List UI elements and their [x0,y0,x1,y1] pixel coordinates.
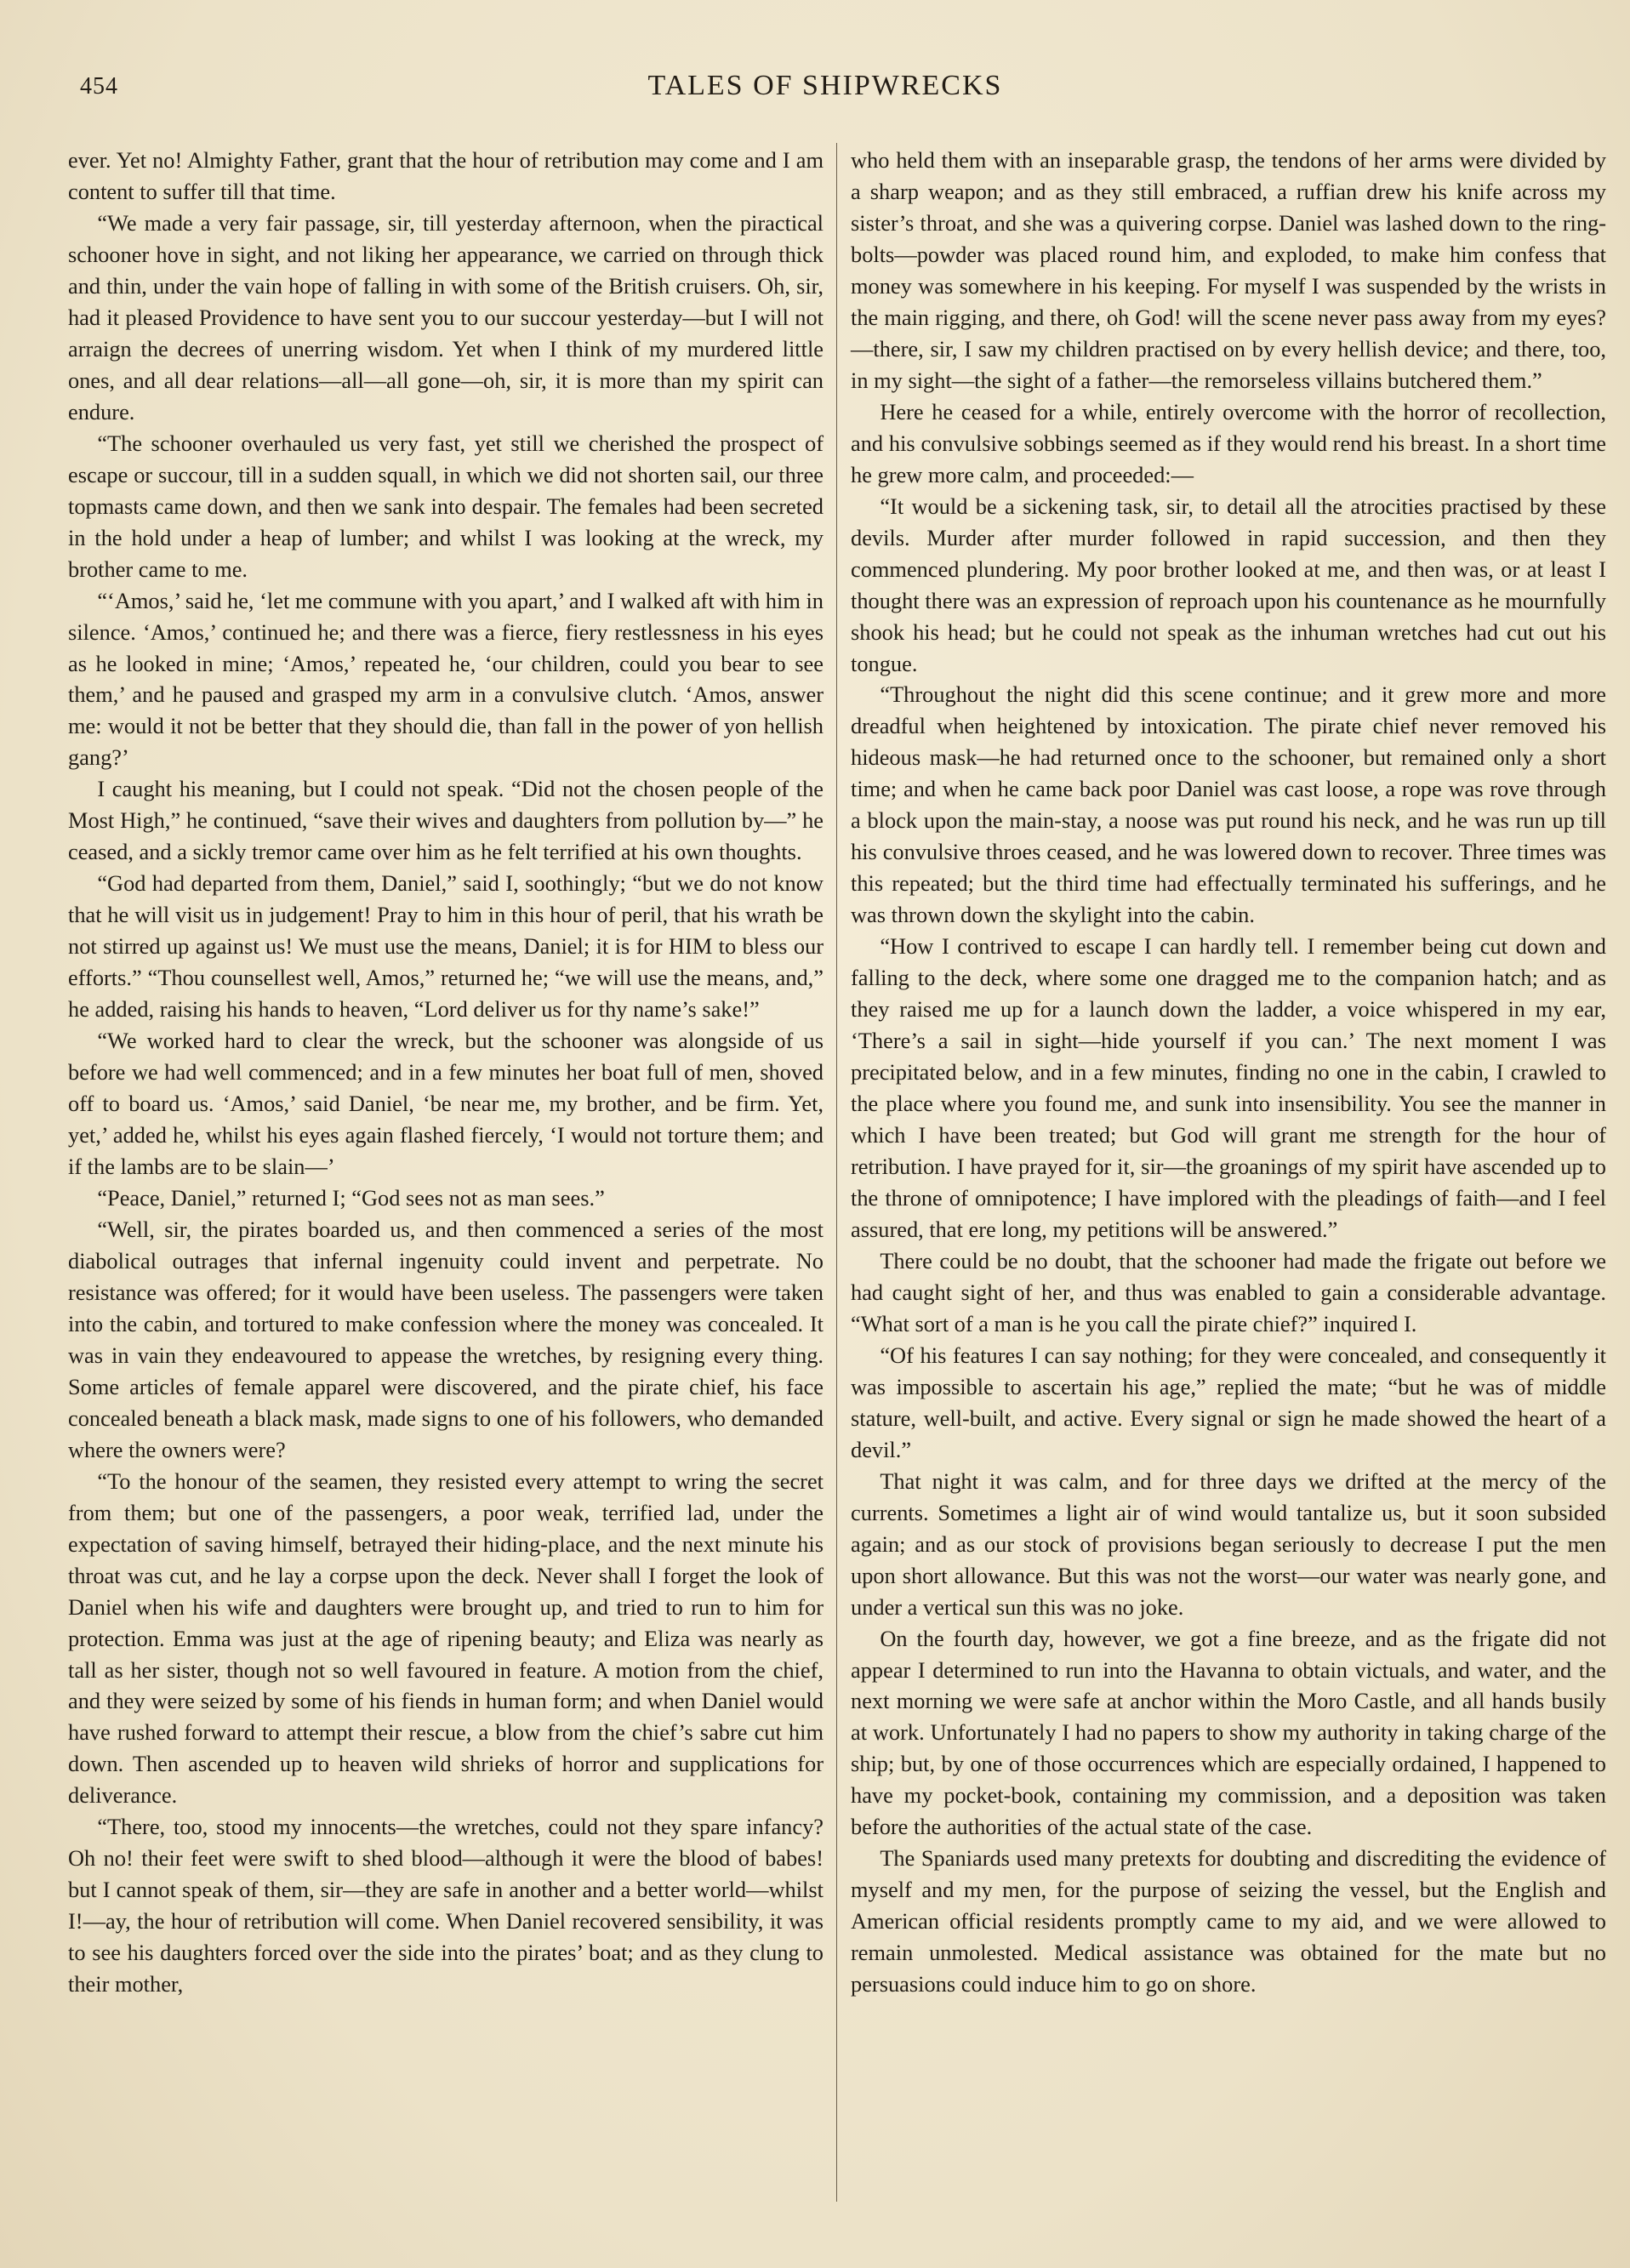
right-column [851,145,1606,2000]
paragraph: “We made a very fair passage, sir, till yesterday afternoon, when the piractical schooner hove in sight, and not liking her appearance, we carried on through thick and thin, under the vain hope of falling in with some of the British cruisers. Oh, sir, had it pleased Providence to have sent you to our succour yesterday—but I will not arraign the decrees of unerring wisdom. Yet when I think of my murdered little ones, and all dear relations—all—all gone—oh, sir, it is more than my spirit can endure. [68,209,824,425]
paragraph: The Spaniards used many pretexts for doubting and discrediting the evidence of myself and my men, for the purpose of seizing the vessel, but the English and American official residents promptly came to my aid, and we were allowed to remain unmolested. Medical assistance was obtained for the mate but no persuasions could induce him to go on shore. [851,1845,1606,1997]
page-header [60,70,1591,107]
paragraph: “Throughout the night did this scene continue; and it grew more and more dreadful when heightened by intoxication. The pirate chief never removed his hideous mask—he had returned once to the schooner, but remained only a short time; and when he came back poor Daniel was cast loose, a rope was rove through a block upon the main-stay, a noose was put round his neck, and he was run up till his convulsive throes ceased, and he was lowered down to recover. Three times was this repeated; but the third time had effectually terminated his sufferings, and he was thrown down the skylight into the cabin. [851,681,1606,928]
paragraph: “There, too, stood my innocents—the wretches, could not they spare infancy? Oh no! their feet were swift to shed blood—although it were the blood of babes! but I cannot speak of them, sir—they are safe in another and a better world—whilst I!—ay, the hour of retribution will come. When Daniel recovered sensibility, it was to see his daughters forced over the side into the pirates’ boat; and as they clung to their mother, [68,1814,824,1997]
paragraph: There could be no doubt, that the schooner had made the frigate out before we had caught sight of her, and thus was enabled to gain a considerable advantage. “What sort of a man is he you call the pirate chief?” inquired I. [851,1247,1606,1336]
left-column [68,145,824,2000]
paragraph: “It would be a sickening task, sir, to detail all the atrocities practised by these devils. Murder after murder followed in rapid succession, and then they commenced plundering. My poor brother looked at me, and then was, or at least I thought there was an expression of reproach upon his countenance as he mournfully shook his head; but he could not speak as the inhuman wretches had cut out his tongue. [851,493,1606,676]
paragraph: That night it was calm, and for three days we drifted at the mercy of the currents. Sometimes a light air of wind would tantalize us, but it soon subsided again; and as our stock of provisions began seriously to decrease I put the men upon short allowance. But this was not the worst—our water was nearly gone, and under a vertical sun this was no joke. [851,1467,1606,1620]
paragraph: “We worked hard to clear the wreck, but the schooner was alongside of us before we had well commenced; and in a few minutes her boat full of men, shoved off to board us. ‘Amos,’ said Daniel, ‘be near me, my brother, and be firm. Yet, yet,’ added he, whilst his eyes again flashed fiercely, ‘I would not torture them; and if the lambs are to be slain—’ [68,1028,824,1179]
paragraph: “The schooner overhauled us very fast, yet still we cherished the prospect of escape or succour, till in a sudden squall, in which we did not shorten sail, our three topmasts came down, and then we sank into despair. The females had been secreted in the hold under a heap of lumber; and whilst I was looking at the wreck, my brother came to me. [68,430,824,582]
paragraph: “‘Amos,’ said he, ‘let me commune with you apart,’ and I walked aft with him in silence. ‘Amos,’ continued he; and there was a fierce, fiery restlessness in his eyes as he looked in mine; ‘Amos,’ repeated he, ‘our children, could you bear to see them,’ and he paused and grasped my arm in a convulsive clutch. ‘Amos, answer me: would it not be better that they should die, than fall in the power of yon hellish gang?’ [68,587,824,771]
paragraph: “Peace, Daniel,” returned I; “God sees not as man sees.” [97,1184,605,1211]
paragraph: “How I contrived to escape I can hardly tell. I remember being cut down and falling to the deck, where some one dragged me to the companion hatch; and as they raised me up for a launch down the ladder, a voice whispered in my ear, ‘There’s a sail in sight—hide yourself if you can.’ The next moment I was precipitated below, and in a few minutes, finding no one in the cabin, I crawled to the place where you found me, and sunk into insensibility. You see the manner in which I have been treated; but God will grant me strength for the hour of retribution. I have prayed for it, sir—the groanings of my spirit have ascended up to the throne of omnipotence; I have implored with the pleadings of faith—and I feel assured, that ere long, my petitions will be answered.” [851,933,1606,1242]
paragraph: “God had departed from them, Daniel,” said I, soothingly; “but we do not know that he will visit us in judgement! Pray to him in this hour of peril, that his wrath be not stirred up against us! We must use the means, Daniel; it is for HIM to bless our efforts.” “Thou counsellest well, Amos,” returned he; “we will use the means, and,” he added, raising his hands to heaven, “Lord deliver us for thy name’s sake!” [68,870,824,1023]
paragraph: On the fourth day, however, we got a fine breeze, and as the frigate did not appear I determined to run into the Havanna to obtain victuals, and water, and the next morning we were safe at anchor within the Moro Castle, and all hands busily at work. Unfortunately I had no papers to show my authority in taking charge of the ship; but, by one of those occurrences which are especially ordained, I happened to have my pocket-book, containing my commission, and a deposition was taken before the authorities of the actual state of the case. [851,1625,1606,1840]
paragraph: who held them with an inseparable grasp, the tendons of her arms were divided by a sharp weapon; and as they still embraced, a ruffian drew his knife across my sister’s throat, and she was a quivering corpse. Daniel was lashed down to the ring-bolts—powder was placed round him, and exploded, to make him confess that money was somewhere in his keeping. For myself I was suspended by the wrists in the main rigging, and there, oh God! will the scene never pass away from my eyes?—there, sir, I saw my children practised on by every hellish device; and there, too, in my sight—the sight of a father—the remorseless villains butchered them.” [851,147,1606,393]
running-title: TALES OF SHIPWRECKS [647,70,1003,101]
column-divider [836,143,837,2202]
paragraph: Here he ceased for a while, entirely overcome with the horror of recollection, and his convulsive sobbings seemed as if they would rend his breast. In a short time he grew more calm, and proceeded:— [851,398,1606,487]
paragraph: “Of his features I can say nothing; for they were concealed, and consequently it was impossible to ascertain his age,” replied the mate; “but he was of middle stature, well-built, and active. Every signal or sign he made showed the heart of a devil.” [851,1342,1606,1462]
paragraph: “To the honour of the seamen, they resisted every attempt to wring the secret from them; but one of the passengers, a poor weak, terrified lad, under the expectation of saving himself, betrayed their hiding-place, and the next minute his throat was cut, and he lay a corpse upon the deck. Never shall I forget the look of Daniel when his wife and daughters were brought up, and tried to run to him for protection. Emma was just at the age of ripening beauty; and Eliza was nearly as tall as her sister, though not so well favoured in feature. A motion from the chief, and they were seized by some of his fiends in human form; and when Daniel would have rushed forward to attempt their rescue, a blow from the chief’s sabre cut him down. Then ascended up to heaven wild shrieks of horror and supplications for deliverance. [68,1467,824,1809]
paragraph: ever. Yet no! Almighty Father, grant that the hour of retribution may come and I am content to suffer till that time. [68,147,824,204]
page-number: 454 [80,73,118,100]
paragraph: I caught his meaning, but I could not speak. “Did not the chosen people of the Most High,” he continued, “save their wives and daughters from pollution by—” he ceased, and a sickly tremor came over him as he felt terrified at his own thoughts. [68,776,824,865]
paragraph: “Well, sir, the pirates boarded us, and then commenced a series of the most diabolical outrages that infernal ingenuity could invent and perpetrate. No resistance was offered; for it would have been useless. The passengers were taken into the cabin, and tortured to make confession where the money was concealed. It was in vain they endeavoured to appease the wretches, by resigning every thing. Some articles of female apparel were discovered, and the pirate chief, his face concealed beneath a black mask, made signs to one of his followers, who demanded where the owners were? [68,1216,824,1462]
